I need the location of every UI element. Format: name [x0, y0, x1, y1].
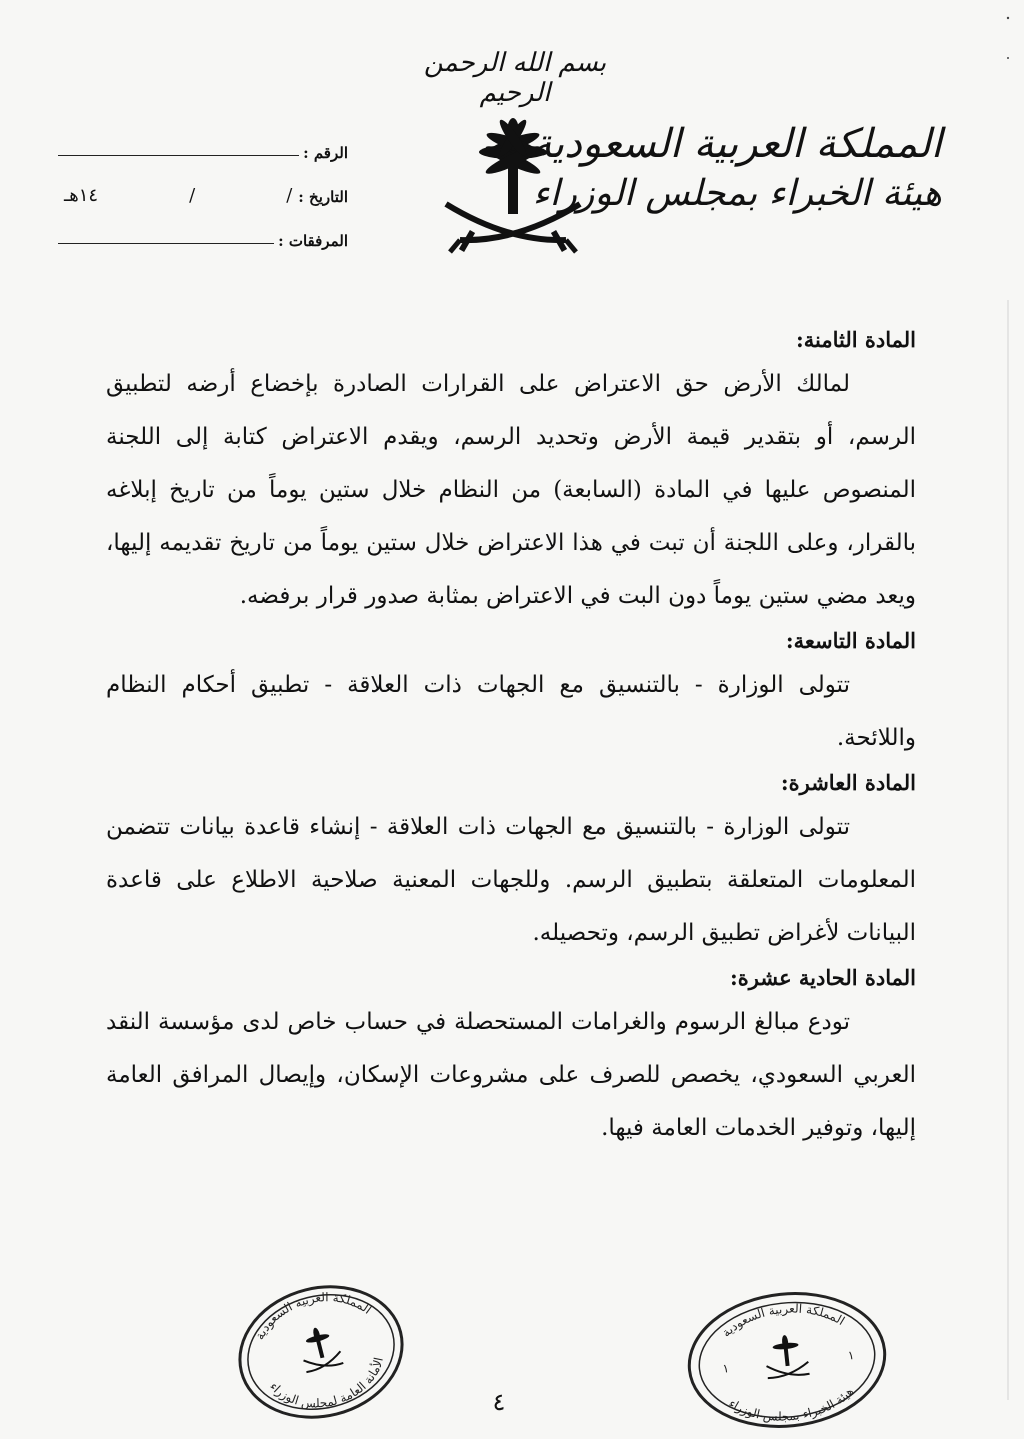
- scan-edge-marks: [1004, 0, 1012, 1439]
- document-body: [106, 322, 916, 1155]
- right-stamp-emblem-icon: [764, 1333, 810, 1378]
- date-row: [58, 162, 348, 206]
- attachments-row: [58, 206, 348, 250]
- letterhead-agency: [531, 118, 942, 218]
- left-stamp-emblem-icon: [297, 1323, 344, 1372]
- article-8-text: لمالك الأرض حق الاعتراض على القرارات الصادرة بإخضاع أرضه لتطبيق الرسم، أو بتقدير قيمة الأرض وتحديد الرسم، ويقدم الاعتراض كتابة إلى اللجنة المنصوص عليها في المادة (السابعة) من النظام خلال ستين يوماً من تاريخ إبلاغه بالقرار، وعلى اللجنة أن تبت في هذا الاعتراض خلال ستين يوماً من تاريخ تقديمه إليها، ويعد مضي ستين يوماً دون البت في الاعتراض بمثابة صدور قرار برفضه.: [106, 371, 916, 609]
- svg-text:المملكة العربية السعودية: [717, 1295, 848, 1340]
- article-9-title: المادة التاسعة:: [785, 628, 916, 653]
- article-10-text: تتولى الوزارة - بالتنسيق مع الجهات ذات العلاقة - إنشاء قاعدة بيانات تتضمن المعلومات المتعلقة بتطبيق الرسم. وللجهات المعنية صلاحية الاطلاع على قاعدة البيانات لأغراض تطبيق الرسم، وتحصيله.: [106, 814, 916, 946]
- letterhead-fields: [58, 118, 348, 250]
- date-label: التاريخ :: [298, 188, 348, 206]
- page-number: ٤: [492, 1388, 506, 1416]
- agency-name: هيئة الخبراء بمجلس الوزراء: [532, 173, 942, 214]
- article-11-text: تودع مبالغ الرسوم والغرامات المستحصلة في حساب خاص لدى مؤسسة النقد العربي السعودي، يخصص للصرف على مشروعات الإسكان، وإيصال المرافق العامة إليها، وتوفير الخدمات العامة فيها.: [106, 1009, 916, 1141]
- ref-line: [58, 154, 299, 156]
- attachments-line: [58, 242, 274, 244]
- date-slashes: / / ١٤هـ: [64, 185, 293, 206]
- ref-label: الرقم :: [303, 144, 348, 162]
- right-stamp-number-right: ١: [847, 1347, 856, 1363]
- left-stamp-line1: المملكة العربية السعودية: [252, 1290, 375, 1343]
- right-stamp-number-left: ١: [721, 1361, 730, 1376]
- article-9-text: تتولى الوزارة - بالتنسيق مع الجهات ذات العلاقة - تطبيق أحكام النظام واللائحة.: [106, 672, 916, 751]
- left-stamp-line2: الأمانة العامة لمجلس الوزراء: [266, 1356, 386, 1411]
- article-10-title: المادة العاشرة:: [780, 770, 916, 795]
- article-11-title: المادة الحادية عشرة:: [730, 965, 916, 990]
- experts-commission-stamp: [682, 1288, 892, 1433]
- ref-row: [58, 118, 348, 162]
- right-stamp-line1: المملكة العربية السعودية: [719, 1301, 848, 1340]
- attachments-label: المرفقات :: [278, 232, 348, 250]
- secretariat-stamp: [226, 1272, 416, 1432]
- article-8-title: المادة الثامنة:: [795, 327, 916, 352]
- basmala: بسم الله الرحمن الرحيم: [423, 48, 607, 108]
- right-stamp-line2: هيئة الخبراء بمجلس الوزراء: [726, 1384, 857, 1424]
- kingdom-name: المملكة العربية السعودية: [531, 121, 942, 167]
- date-suffix: ١٤هـ: [64, 185, 99, 206]
